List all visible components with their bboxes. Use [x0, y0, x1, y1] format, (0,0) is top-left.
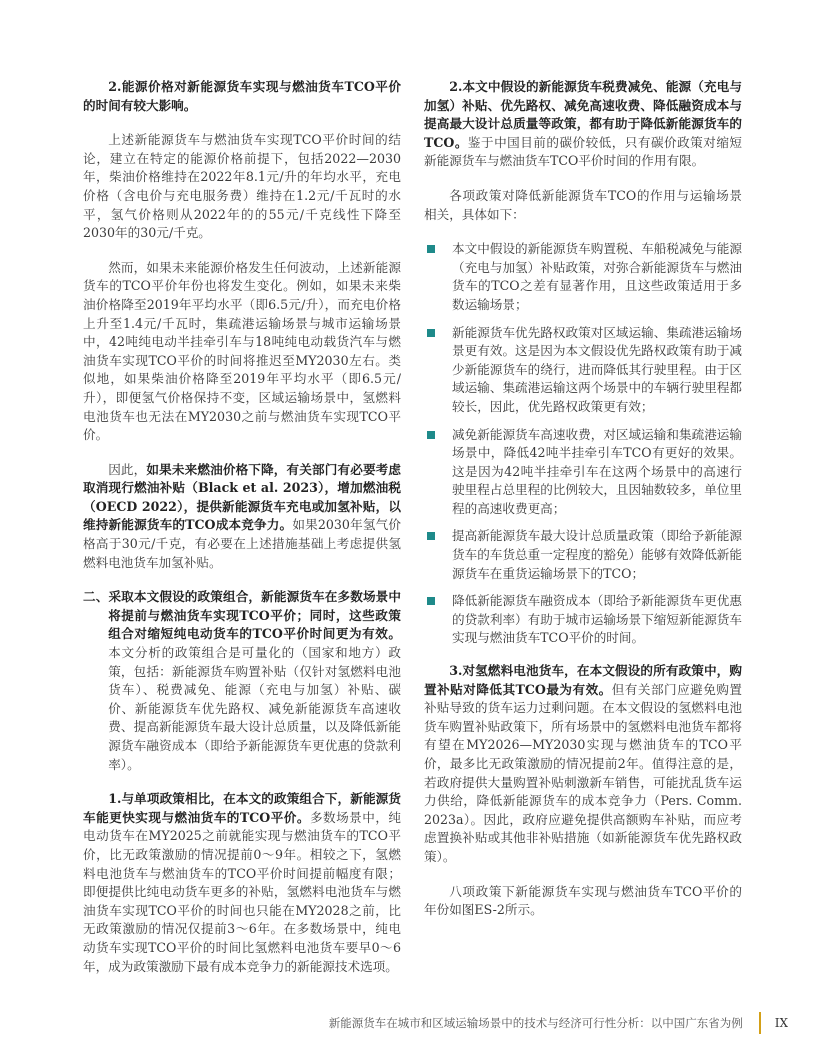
- policy-bullet-list: [424, 240, 742, 648]
- finding-three-body: 但有关部门应避免购置补贴导致的货车运力过剩问题。在本文假设的氢燃料电池货车购置补贴政策下，所有场景中的氢燃料电池货车都将有望在MY2026—MY2030实现与燃油货车的TCO平价，最多比无政策激励的情况提前2年。值得注意的是，若政府提供大量购置补贴刺激新车销售，可能扰乱货车运力供给，降低新能源货车的成本竞争力（Pers. Comm. 2023a）。因此，政府应避免提供高额购车补贴，而应考虑置换补贴或其他非补贴措施（如新能源货车优先路权政策）。: [424, 681, 742, 864]
- square-bullet-icon: [427, 329, 435, 337]
- square-bullet-icon: [427, 597, 435, 605]
- paragraph-price-fluctuation: 然而，如果未来能源价格发生任何波动，上述新能源货车的TCO平价年份也将发生变化。例如，如果未来柴油价格降至2019年平均水平（即6.5元/升），而充电价格上升至1.4元/千瓦时，集疏港运输场景与城市运输场景中，42吨纯电动半挂牵引车与18吨纯电动载货汽车与燃油货车实现TCO平价的时间将推迟至MY2030左右。类似地，如果柴油价格降至2019年平均水平（即6.5元/升），即便氢气价格保持不变，区域运输场景中，氢燃料电池货车也无法在MY2030之前与燃油货车实现TCO平价。: [83, 259, 401, 443]
- paragraph-policy-combination: [83, 790, 401, 976]
- list-item: 新能源货车优先路权政策对区域运输、集疏港运输场景更有效。这是因为本文假设优先路权政策有助于减少新能源货车的绕行，进而降低其行驶里程。由于区域运输、集疏港运输这两个场景中的车辆行驶里程都较长，因此，优先路权政策更有效；: [424, 324, 742, 417]
- square-bullet-icon: [427, 532, 435, 540]
- square-bullet-icon: [427, 245, 435, 253]
- list-item: 提高新能源货车最大设计总质量政策（即给予新能源货车的车货总重一定程度的豁免）能够有效降低新能源货车在重货运输场景下的TCO；: [424, 527, 742, 583]
- section-two-body: 本文分析的政策组合是可量化的（国家和地方）政策，包括：新能源货车购置补贴（仅针对氢燃料电池货车）、税费减免、能源（充电与加氢）补贴、碳价、新能源货车优先路权、减免新能源货车高速收费、提高新能源货车最大设计总质量，以及降低新能源货车融资成本（即给予新能源货车更优惠的贷款利率）。: [108, 645, 401, 772]
- paragraph-price-assumptions: 上述新能源货车与燃油货车实现TCO平价时间的结论，建立在特定的能源价格前提下，包括2022—2030年，柴油价格维持在2022年8.1元/升的年均水平，充电价格（含电价与充电服务费）维持在1.2元/千瓦时的水平，氢气价格则从2022年的的55元/千克线性下降至2030年的30元/千克。: [83, 132, 401, 241]
- list-item: 减免新能源货车高速收费，对区域运输和集疏港运输场景中，降低42吨半挂牵引车TCO有更好的效果。这是因为42吨半挂牵引车在这两个场景中的高速行驶里程占总里程的比例较大，且因轴数较多，单位里程的高速收费更高；: [424, 426, 742, 519]
- finding-two-body: 鉴于中国目前的碳价较低，只有碳价政策对缩短新能源货车与燃油货车TCO平价时间的作用有限。: [424, 134, 742, 169]
- finding-one-body: 多数场景中，纯电动货车在MY2025之前就能实现与燃油货车的TCO平价，比无政策激励的情况提前0～9年。相较之下，氢燃料电池货车与燃油货车的TCO平价时间提前幅度有限；即便提供比纯电动货车更多的补贴，氢燃料电池货车与燃油货车实现TCO平价的时间也只能在MY2028之前，比无政策激励的情况仅提前3～6年。在多数场景中，纯电动货车实现TCO平价的时间比氢燃料电池货车要早0～6年，成为政策激励下最有成本竞争力的新能源技术选项。: [83, 809, 401, 974]
- paragraph-figure-reference: 八项政策下新能源货车实现与燃油货车TCO平价的年份如图ES-2所示。: [424, 883, 742, 918]
- footer-divider: [759, 1012, 761, 1034]
- page-footer: [329, 1012, 788, 1034]
- section-two-heading: 二、采取本文假设的政策组合，新能源货车在多数场景中将提前与燃油货车实现TCO平价；同时，这些政策组合对缩短纯电动货车的TCO平价时间更为有效。: [83, 589, 401, 642]
- right-column: [424, 78, 742, 936]
- finding-three-heading: 3.对氢燃料电池货车，在本文假设的所有政策中，购置补贴对降低其TCO最为有效。: [424, 663, 742, 697]
- footer-title: 新能源货车在城市和区域运输场景中的技术与经济可行性分析：以中国广东省为例: [328, 1016, 743, 1030]
- section-two-heading-paragraph: [83, 588, 401, 774]
- text-hydrogen-note: 如果2030年氢气价格高于30元/千克，有必要在上述措施基础上考虑提供氢燃料电池货车加氢补贴。: [83, 517, 401, 570]
- list-item: 本文中假设的新能源货车购置税、车船税减免与能源（充电与加氢）补贴政策，对弥合新能源货车与燃油货车的TCO之差有显著作用，且这些政策适用于多数运输场景；: [424, 240, 742, 314]
- finding-one-heading: 1.与单项政策相比，在本文的政策组合下，新能源货车能更快实现与燃油货车的TCO平价。: [83, 791, 401, 825]
- text-bold-recommendation: 如果未来燃油价格下降，有关部门有必要考虑取消现行燃油补贴（Black et al. 2023），增加燃油税（OECD 2022），提供新能源货车充电或加氢补贴，以维持新能源货车的TCO成本竞争力。: [83, 461, 402, 533]
- square-bullet-icon: [427, 431, 435, 439]
- paragraph-finding-three: [424, 662, 742, 867]
- paragraph-finding-two: [424, 78, 742, 171]
- text-lead: 因此，: [108, 461, 147, 477]
- paragraph-policy-intro: 各项政策对降低新能源货车TCO的作用与运输场景相关，具体如下：: [424, 187, 742, 222]
- paragraph-policy-recommendation: [83, 461, 401, 573]
- finding-two-heading: 2.本文中假设的新能源货车税费减免、能源（充电与加氢）补贴、优先路权、减免高速收费、降低融资成本与提高最大设计总质量等政策，都有助于降低新能源货车的TCO。: [424, 79, 742, 150]
- list-item: 降低新能源货车融资成本（即给予新能源货车更优惠的贷款利率）有助于城市运输场景下缩短新能源货车实现与燃油货车TCO平价的时间。: [424, 592, 742, 648]
- page-number: IX: [774, 1016, 788, 1030]
- finding-heading-energy-price: 2.能源价格对新能源货车实现与燃油货车TCO平价的时间有较大影响。: [83, 79, 401, 113]
- left-column: [83, 78, 401, 992]
